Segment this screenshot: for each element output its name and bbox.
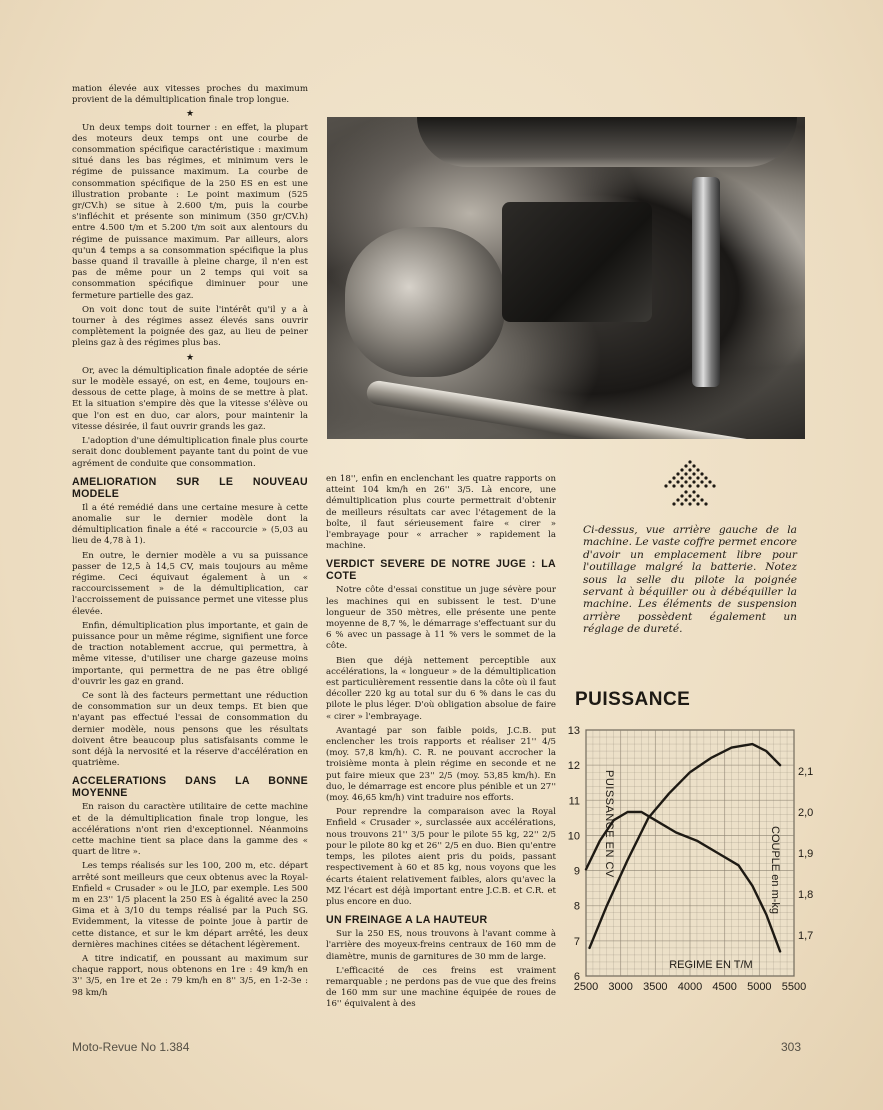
paragraph: Les temps réalisés sur les 100, 200 m, etc. départ arrêté sont meilleurs que ceux obtenus avec la Royal-Enfield « Crusader » ou le JLO, par exemple. Les 500 m en 23'' 1/5 placent la 250 ES à égalité avec la 250 Gima et à 3/10 du temps réalisé par la Puch SG. Evidemment, la vitesse de pointe joue à partir de cette distance, et sur le km départ arrêté, les deux dernières machines citées se détachent légèrement. xyxy=(72,861,308,950)
star-separator: ★ xyxy=(185,352,195,363)
paragraph: Enfin, démultiplication plus importante, et gain de puissance pour un même régime, signifient une force de traction notablement accrue, qui permettra, à même vitesse, d'utiliser une charge gazeuse moins importante, qui permettra de ne pas être obligé d'ouvrir les gaz en grand. xyxy=(72,620,308,687)
y-left-tick-label: 11 xyxy=(568,795,580,808)
photo-tank xyxy=(417,117,797,167)
photo-exhaust-pipe xyxy=(365,379,803,439)
y-left-tick-label: 7 xyxy=(573,935,580,948)
paragraph: Notre côte d'essai constitue un juge sévère pour les machines qui en subissent le test. D'une longueur de 350 mètres, elle présente une pente moyenne de 8,7 %, le démarrage s'effectuant sur du 6 % avec un passage à 11 % vers le sommet de la côte. xyxy=(326,585,556,652)
section-heading: ACCELERATIONS DANS LA BONNE MOYENNE xyxy=(72,775,308,800)
paragraph: L'efficacité de ces freins est vraiment remarquable ; ne perdons pas de vue que des freins de 160 mm sur une machine équipée de roues de 16'' équivalent à des xyxy=(326,965,556,1010)
y-right-tick-label: 1,7 xyxy=(798,930,814,942)
photo-shock-absorber xyxy=(692,177,720,387)
paragraph: en 18'', enfin en enclenchant les quatre rapports on atteint 104 km/h en 26'' 3/5. Là encore, une démultiplication plus courte permettrait d'obtenir de meilleurs résultats car avec l'étagement de la boîte, il faut sérieusement faire « cirer » l'embrayage pour « arracher » rapidement la machine. xyxy=(326,474,556,552)
y-right-tick-label: 1,9 xyxy=(798,848,814,860)
y-right-tick-label: 1,8 xyxy=(798,889,814,901)
paragraph: mation élevée aux vitesses proches du maximum provient de la démultiplication finale trop longue. xyxy=(72,84,308,106)
paragraph: Sur la 250 ES, nous trouvons à l'avant comme à l'arrière des moyeux-freins centraux de 160 mm de diamètre, munis de garnitures de 30 mm de large. xyxy=(326,929,556,962)
paragraph: Bien que déjà nettement perceptible aux accélérations, la « longueur » de la démultiplication est particulièrement ressentie dans la côte où il faut décoller 220 kg au total sur du 6 % dans le cas du pilote le plus léger. D'où obligation absolue de faire « cirer » l'embrayage. xyxy=(326,655,556,722)
section-heading: VERDICT SEVERE DE NOTRE JUGE : LA COTE xyxy=(326,558,556,583)
section-heading: AMELIORATION SUR LE NOUVEAU MODELE xyxy=(72,475,308,500)
x-tick-label: 4000 xyxy=(677,981,703,993)
paragraph: Pour reprendre la comparaison avec la Royal Enfield « Crusader », surclassée aux accélérations, nous trouvons 21'' 3/5 pour le pilote 55 kg, 22'' 2/5 pour le pilote 80 kg et 26'' 2/5 en duo. Bien qu'entre temps, les pilotes aient pris du poids, passant respectivement à 60 et 85 kg, nous voyons que les écarts étaient relativement faibles, alors qu'avec la MZ l'écart est déjà important entre J.C.B. et C.R. et plus encore en duo. xyxy=(326,807,556,907)
photo-caption: Ci-dessus, vue arrière gauche de la machine. Le vaste coffre permet encore d'avoir un emplacement libre pour l'outillage malgré la batterie. Notez sous la selle du pilote la poignée servant à béquiller ou à débéquiller la machine. Les éléments de suspension arrière possèdent également un réglage de dureté. xyxy=(583,524,797,636)
footer-page-number: 303 xyxy=(781,1040,802,1054)
y-left-tick-label: 6 xyxy=(573,971,580,983)
star-separator: ★ xyxy=(185,109,195,120)
photo-engine xyxy=(345,227,505,377)
paragraph: A titre indicatif, en poussant au maximum sur chaque rapport, nous obtenons en 1re : 49 km/h en 3'' 3/5, en 1re et 2e : 79 km/h en 8'' 3/5, en 1-2-3e : 98 km/h xyxy=(72,954,308,998)
dotted-arrow-icon xyxy=(655,458,725,514)
y-left-tick-label: 12 xyxy=(567,760,580,773)
article-column-left xyxy=(72,84,308,1002)
x-tick-label: 4500 xyxy=(712,981,737,993)
photo-tool-box xyxy=(502,202,652,322)
paragraph: On voit donc tout de suite l'intérêt qu'il y a à tourner à des régimes assez élevés sans ouvrir complètement la poignée des gaz, au lieu de peiner pleins gaz à des régimes plus bas. xyxy=(72,304,308,349)
power-torque-chart xyxy=(560,722,820,1014)
y-left-tick-label: 13 xyxy=(567,725,580,737)
paragraph: Ce sont là des facteurs permettant une réduction de consommation sur un deux temps. Et bien que n'ayant pas effectué l'essai de consommation du dernier modèle, nous pensons que les résultats doivent être beaucoup plus satisfaisants comme le sont déjà la nervosité et la réserve d'accélération en quatrième. xyxy=(72,690,308,769)
paragraph: En outre, le dernier modèle a vu sa puissance passer de 12,5 à 14,5 CV, mais toujours au même régime. Ceci équivaut également à un « raccourcissement » de la démultiplication, car l'accroissement de puissance permet une vitesse plus élevée. xyxy=(72,550,308,617)
y-left-tick-label: 9 xyxy=(573,865,580,878)
section-heading: UN FREINAGE A LA HAUTEUR xyxy=(326,914,488,927)
x-axis-label: REGIME EN T/M xyxy=(669,959,753,971)
paragraph: L'adoption d'une démultiplication finale plus courte serait donc doublement payante tant du point de vue agrément de conduite que consommation. xyxy=(72,436,308,469)
y-left-tick-label: 10 xyxy=(567,830,580,843)
x-tick-label: 5500 xyxy=(781,981,807,993)
paragraph: En raison du caractère utilitaire de cette machine et de la démultiplication finale trop longue, les accélérations n'ont rien d'exceptionnel. Néanmoins cette machine tient sa place dans la gamme des « quart de litre ». xyxy=(72,802,308,858)
x-tick-label: 2500 xyxy=(573,981,599,993)
y-right-axis-label: COUPLE en m-kg xyxy=(769,826,781,915)
paragraph: Avantagé par son faible poids, J.C.B. put enclencher les trois rapports et réaliser 21'' 4/5 (moy. 57,8 km/h). C. R. ne pouvant accrocher la troisième monta à plein régime en seconde et ne put faire mieux que 23'' 2/5 (moy. 53,85 km/h). En duo, le démarrage est encore plus pénible et un 27'' (moy. 46,65 km/h) vint traduire nos efforts. xyxy=(326,725,556,804)
x-tick-label: 5000 xyxy=(747,981,772,993)
footer-magazine-issue: Moto-Revue No 1.384 xyxy=(72,1040,190,1054)
paragraph: Or, avec la démultiplication finale adoptée de série sur le modèle essayé, on est, en 4eme, toujours en-dessous de cette plage, à moins de se mettre à plat. Et la situation s'empire dès que la vitesse s'élève ou que l'on est en duo, car alors, pour maintenir la vitesse désirée, il faut ouvrir grands les gaz. xyxy=(72,365,308,432)
x-tick-label: 3500 xyxy=(643,981,668,993)
y-left-tick-label: 8 xyxy=(573,900,580,913)
article-column-middle xyxy=(326,474,556,1014)
y-left-axis-label: PUISSANCE EN CV xyxy=(603,770,615,878)
paragraph: Un deux temps doit tourner : en effet, la plupart des moteurs deux temps ont une courbe de consommation spécifique caractéristique : maximum situé dans les bas régimes, et minimum vers le régime de puissance maximum. La courbe de consommation spécifique de la 250 ES en est une illustration probante : Le point maximum (525 gr/CV.h) se situe à 2.600 t/m, puis la courbe s'infléchit et présente son minimum (350 gr/CV.h) entre 4.500 t/m et 5.200 t/m soit aux alentours du régime de puissance maximum. Par ailleurs, alors qu'un 4 temps a sa consommation spécifique la plus basse quand il travaille à pleine charge, il n'en est pas de même pour un 2 temps qui voit sa consommation spécifique diminuer pour une fermeture partielle des gaz. xyxy=(72,122,308,301)
chart-title: PUISSANCE xyxy=(575,689,691,710)
paragraph: Il a été remédié dans une certaine mesure à cette anomalie sur le dernier modèle dont la démultiplication finale a été « raccourcie » (5,03 au lieu de 4,78 à 1). xyxy=(72,502,308,547)
y-right-tick-label: 2,0 xyxy=(798,807,814,819)
y-right-tick-label: 2,1 xyxy=(798,766,814,778)
x-tick-label: 3000 xyxy=(608,981,633,993)
motorcycle-photo xyxy=(327,117,805,439)
